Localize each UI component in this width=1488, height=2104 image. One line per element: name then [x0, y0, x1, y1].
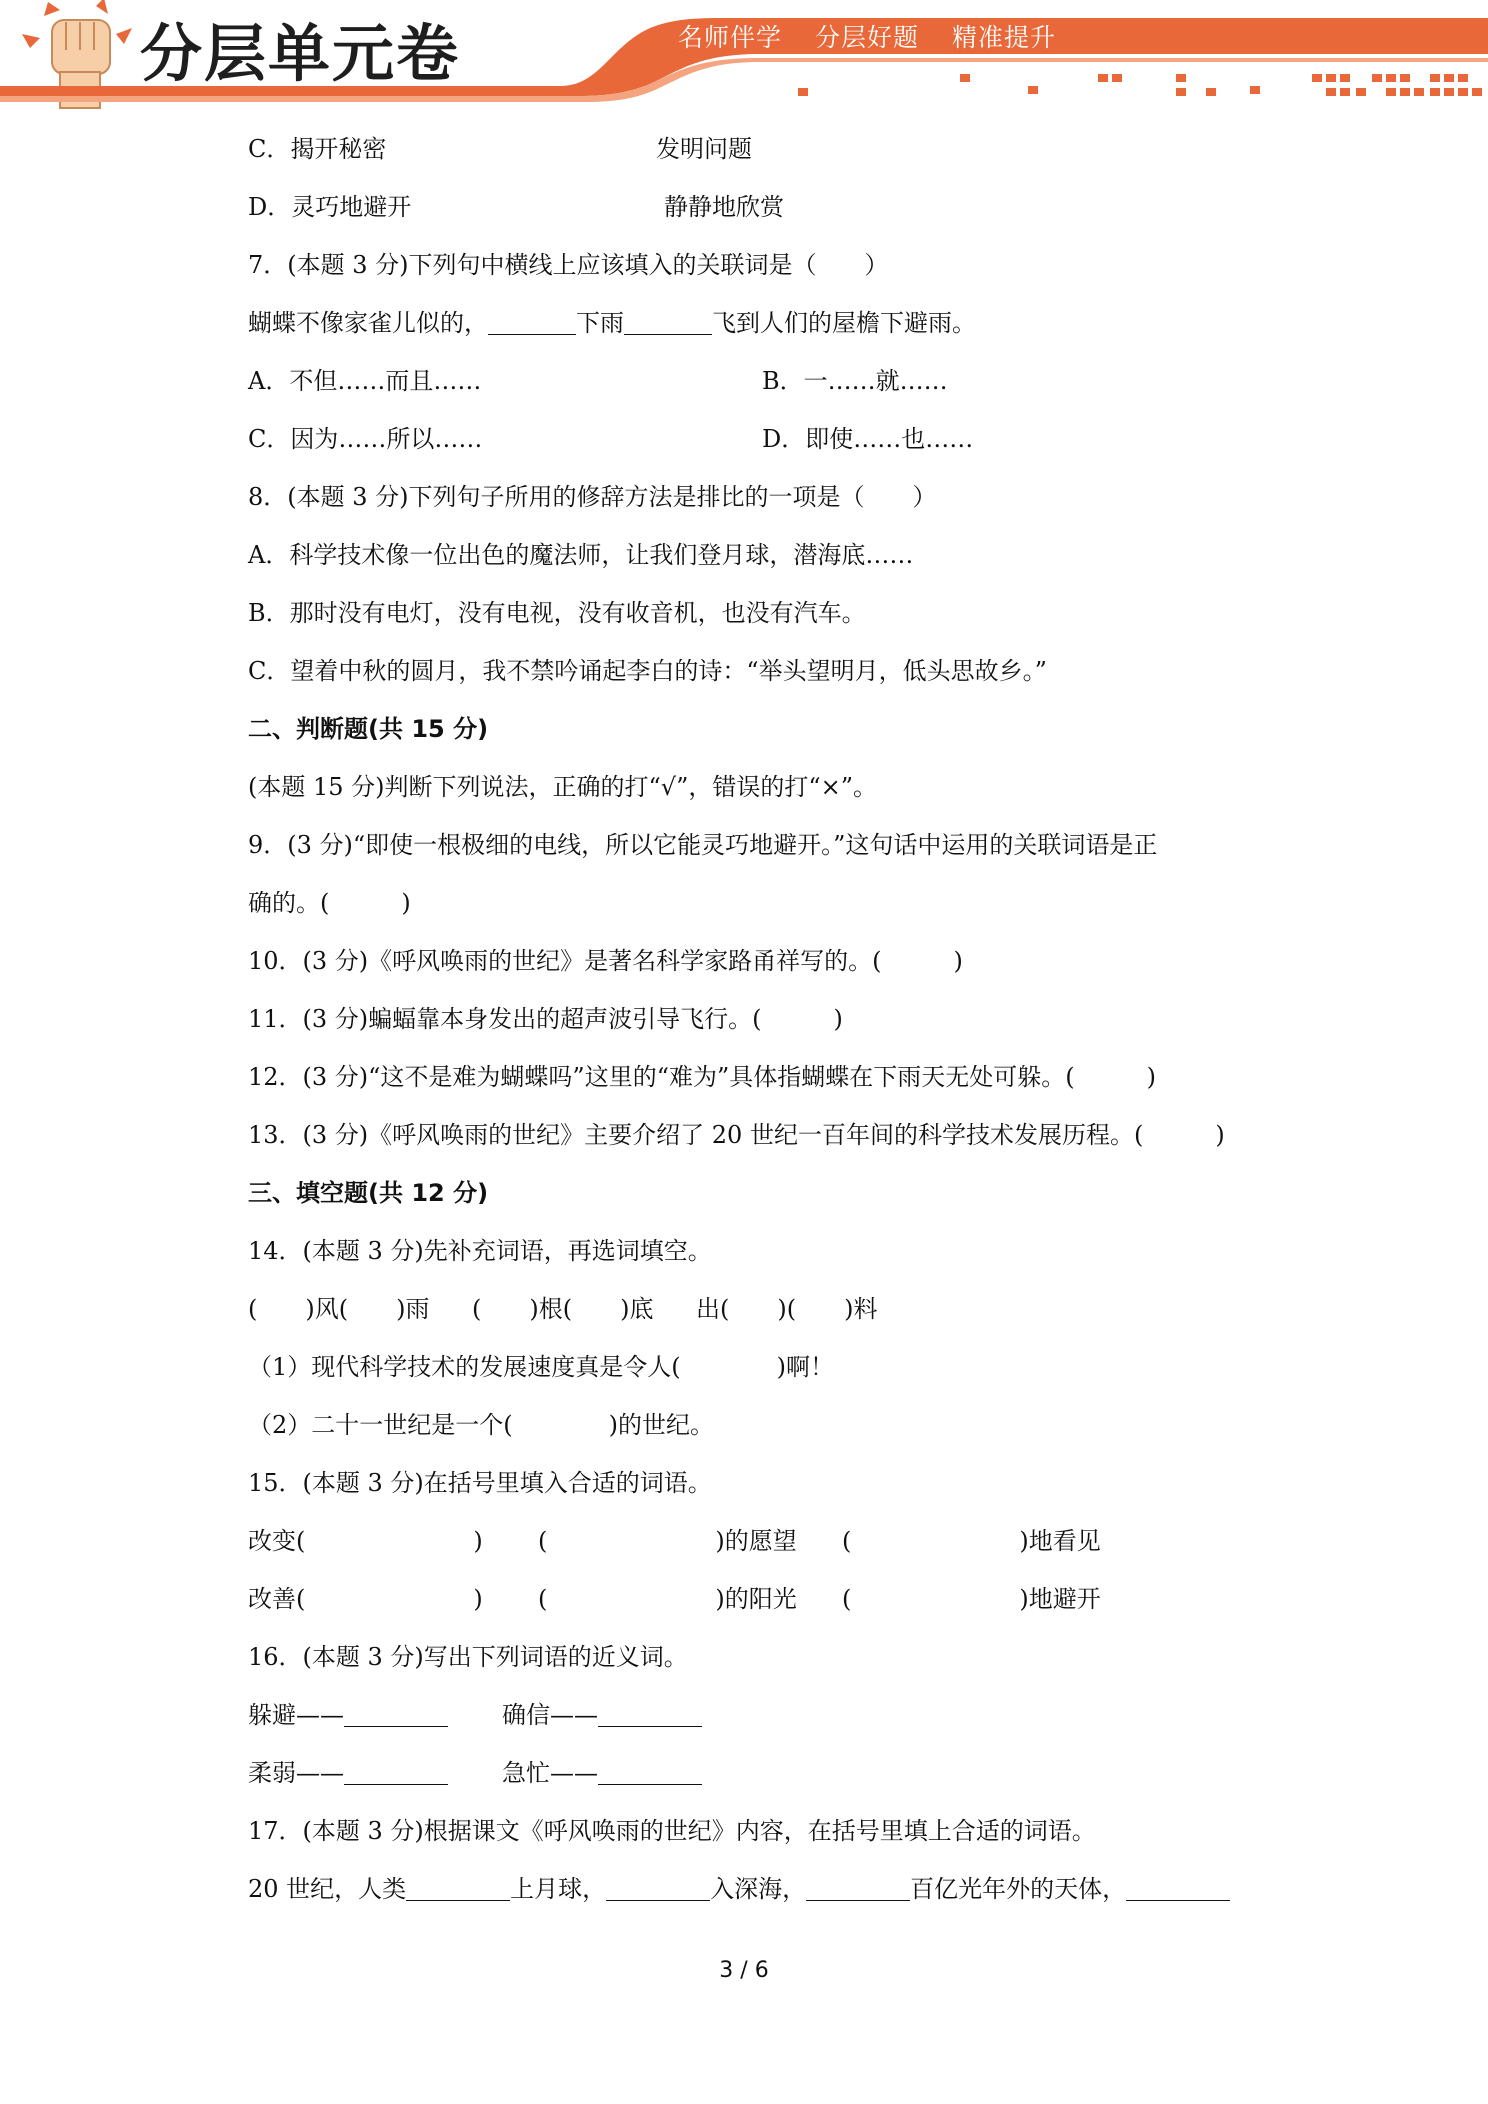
q8-option-a: A．科学技术像一位出色的魔法师，让我们登月球，潜海底…… — [248, 541, 914, 569]
q7-option-a: A．不但……而且…… — [248, 367, 482, 395]
section-2-instruction: (本题 15 分)判断下列说法，正确的打“√”，错误的打“×”。 — [248, 773, 878, 801]
q17-part-1: 20 世纪，人类 — [248, 1875, 407, 1903]
q15-row-1 — [248, 1512, 1248, 1570]
q7-blank-1[interactable] — [488, 308, 576, 335]
q16-blank-2[interactable] — [598, 1700, 702, 1727]
q11: 11．(3 分)蝙蝠靠本身发出的超声波引导飞行。( ) — [248, 1005, 843, 1033]
q7-options-row-1 — [248, 352, 1248, 410]
q16-blank-3[interactable] — [344, 1758, 448, 1785]
q17-blank-4[interactable] — [1126, 1874, 1230, 1901]
q16-word-1: 躲避—— — [248, 1701, 344, 1729]
q16-word-3: 柔弱—— — [248, 1759, 344, 1787]
q16-stem: 16．(本题 3 分)写出下列词语的近义词。 — [248, 1643, 688, 1671]
q15-item-2: ( )的愿望 — [538, 1527, 797, 1555]
q17-sentence — [248, 1860, 1248, 1918]
q7-option-b: B．一……就…… — [762, 367, 948, 395]
q17-stem: 17．(本题 3 分)根据课文《呼风唤雨的世纪》内容，在括号里填上合适的词语。 — [248, 1817, 1096, 1845]
page-number: 3 / 6 — [719, 1958, 769, 1983]
q14-words-row — [248, 1280, 1248, 1338]
q14-sentence-1: （1）现代科学技术的发展速度真是令人( )啊！ — [248, 1353, 834, 1381]
q16-row-2 — [248, 1744, 1248, 1802]
slogan-2: 分层好题 — [814, 23, 919, 52]
q12: 12．(3 分)“这不是难为蝴蝶吗”这里的“难为”具体指蝴蝶在下雨天无处可躲。( ) — [248, 1063, 1156, 1091]
q15-item-1: 改变( ) — [248, 1527, 483, 1555]
q15-stem: 15．(本题 3 分)在括号里填入合适的词语。 — [248, 1469, 712, 1497]
q13: 13．(3 分)《呼风唤雨的世纪》主要介绍了 20 世纪一百年间的科学技术发展历程。( ) — [248, 1121, 1225, 1149]
q9-line-1: 9．(3 分)“即使一根极细的电线，所以它能灵巧地避开。”这句话中运用的关联词语是正 — [248, 831, 1158, 859]
q6-option-c-right: 发明问题 — [656, 135, 752, 163]
q15-row-2 — [248, 1570, 1248, 1628]
q10: 10．(3 分)《呼风唤雨的世纪》是著名科学家路甬祥写的。( ) — [248, 947, 963, 975]
section-3-title: 三、填空题(共 12 分) — [248, 1179, 489, 1207]
slogan-1: 名师伴学 — [678, 23, 783, 52]
q17-part-4: 百亿光年外的天体， — [910, 1875, 1127, 1903]
q6-option-d: D．灵巧地避开 — [248, 193, 412, 221]
q14-word-3: 出( )( )料 — [696, 1295, 878, 1323]
q7-stem: 7．(本题 3 分)下列句中横线上应该填入的关联词是（ ） — [248, 251, 889, 279]
q8-option-b: B．那时没有电灯，没有电视，没有收音机，也没有汽车。 — [248, 599, 866, 627]
q15-item-6: ( )地避开 — [842, 1585, 1101, 1613]
q7-blank-2[interactable] — [624, 308, 712, 335]
q16-blank-1[interactable] — [344, 1700, 448, 1727]
q9-line-2: 确的。( ) — [248, 889, 411, 917]
q7-sentence-part-3: 飞到人们的屋檐下避雨。 — [712, 309, 976, 337]
page-header — [0, 0, 1488, 110]
q7-option-c: C．因为……所以…… — [248, 425, 483, 453]
q6-option-c-row — [248, 120, 1248, 178]
exam-content — [248, 120, 1248, 1918]
q7-sentence-part-1: 蝴蝶不像家雀儿似的， — [248, 309, 488, 337]
q17-blank-1[interactable] — [406, 1874, 510, 1901]
q7-sentence-part-2: 下雨 — [576, 309, 624, 337]
q14-stem: 14．(本题 3 分)先补充词语，再选词填空。 — [248, 1237, 712, 1265]
q17-part-3: 入深海， — [710, 1875, 807, 1903]
q7-option-d: D．即使……也…… — [762, 425, 974, 453]
q16-word-2: 确信—— — [502, 1701, 598, 1729]
q17-blank-2[interactable] — [606, 1874, 710, 1901]
q15-item-3: ( )地看见 — [842, 1527, 1101, 1555]
decorative-dots — [798, 74, 1482, 96]
q15-item-5: ( )的阳光 — [538, 1585, 797, 1613]
q8-stem: 8．(本题 3 分)下列句子所用的修辞方法是排比的一项是（ ） — [248, 483, 937, 511]
q6-option-d-row — [248, 178, 1248, 236]
q6-option-d-right: 静静地欣赏 — [664, 193, 784, 221]
header-slogans — [678, 18, 1080, 54]
q8-option-c: C．望着中秋的圆月，我不禁吟诵起李白的诗：“举头望明月，低头思故乡。” — [248, 657, 1047, 685]
q16-blank-4[interactable] — [598, 1758, 702, 1785]
q17-blank-3[interactable] — [806, 1874, 910, 1901]
q14-sentence-2: （2）二十一世纪是一个( )的世纪。 — [248, 1411, 714, 1439]
q16-word-4: 急忙—— — [502, 1759, 598, 1787]
q14-word-1: ( )风( )雨 — [248, 1295, 430, 1323]
q7-options-row-2 — [248, 410, 1248, 468]
q6-option-c: C．揭开秘密 — [248, 135, 387, 163]
q14-word-2: ( )根( )底 — [472, 1295, 654, 1323]
q15-item-4: 改善( ) — [248, 1585, 483, 1613]
q17-part-2: 上月球， — [510, 1875, 607, 1903]
q7-sentence — [248, 294, 1248, 352]
brand-title: 分层单元卷 — [140, 17, 461, 90]
section-2-title: 二、判断题(共 15 分) — [248, 715, 489, 743]
slogan-3: 精准提升 — [951, 23, 1056, 52]
q16-row-1 — [248, 1686, 1248, 1744]
